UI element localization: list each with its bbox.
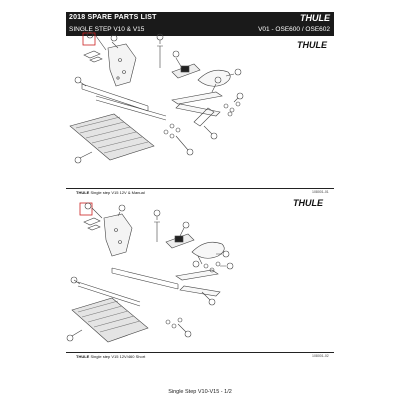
section-1-caption — [76, 190, 145, 195]
section-2-caption-brand: THULE — [76, 354, 90, 359]
section-2-rule — [66, 352, 334, 353]
stamp-icon-2 — [80, 203, 92, 215]
section-1-logo: THULE — [297, 40, 327, 50]
section-2-code: 108001-02 — [312, 354, 329, 358]
section-1-code: 108001-01 — [312, 190, 329, 194]
header-title: 2018 SPARE PARTS LIST — [69, 14, 157, 21]
section-1-caption-text: Single step V15 12V & Manual — [90, 190, 145, 195]
header-subtitle: SINGLE STEP V10 & V15 — [69, 26, 145, 33]
section-2-caption-text: Single step V15 12V/460 Short — [90, 354, 146, 359]
section-1-caption-brand: THULE — [76, 190, 90, 195]
section-1-rule — [66, 188, 334, 189]
diagram-1 — [70, 32, 243, 163]
section-2-caption — [76, 354, 145, 359]
thule-logo: THULE — [300, 13, 330, 23]
diagram-2 — [67, 203, 233, 342]
header-models: V01 - OSE600 / OSE602 — [258, 26, 330, 33]
section-2-logo: THULE — [293, 198, 323, 208]
page-footer: Single Step V10-V15 - 1/2 — [168, 389, 232, 395]
